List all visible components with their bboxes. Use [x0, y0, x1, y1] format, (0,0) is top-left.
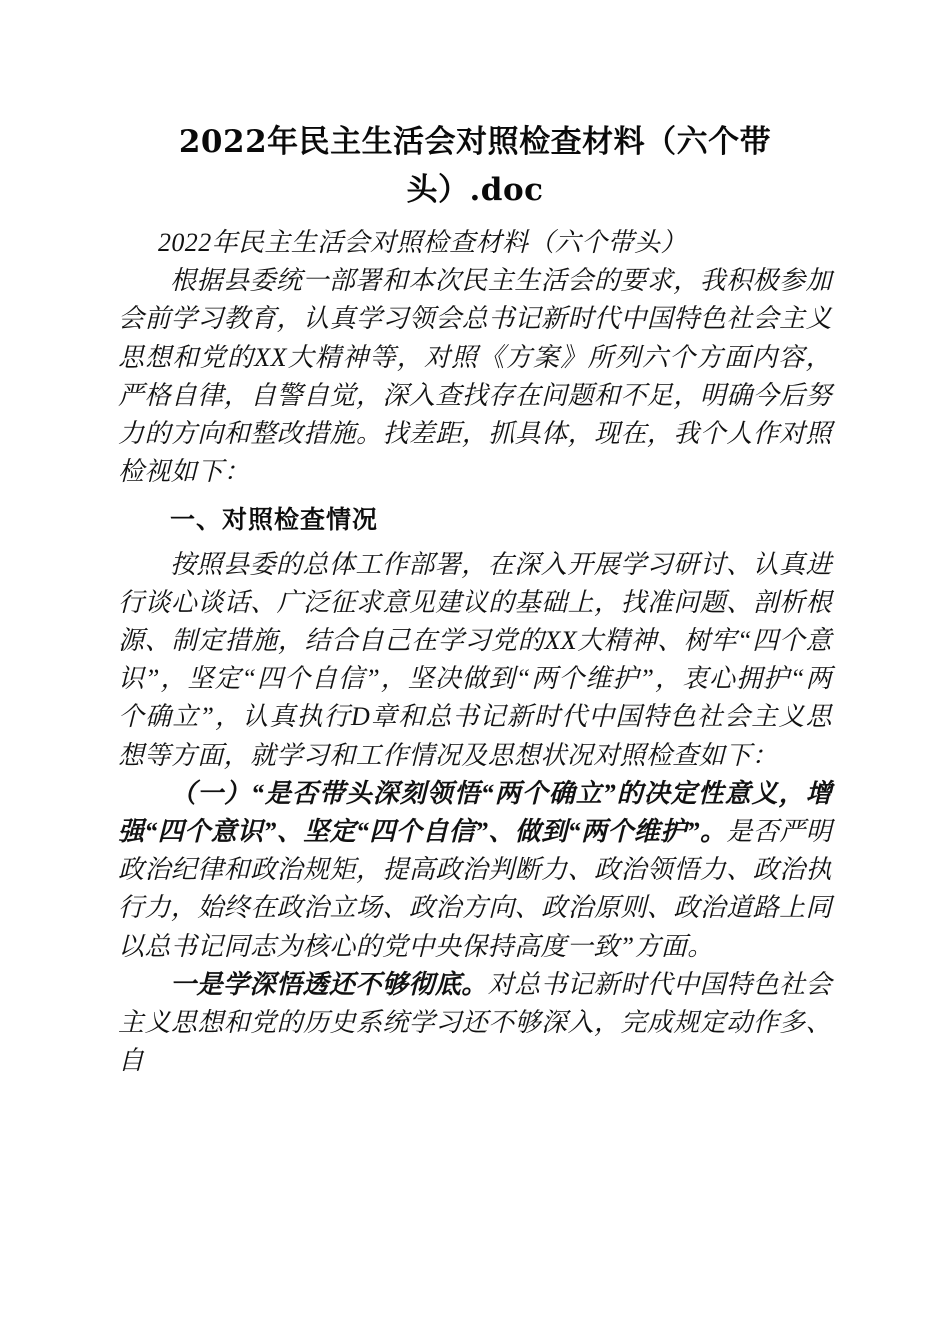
spacer — [118, 491, 832, 495]
paragraph-item-one — [118, 775, 832, 966]
document-subtitle: 2022年民主生活会对照检查材料（六个带头） — [158, 228, 687, 257]
paragraph-intro: 根据县委统一部署和本次民主生活会的要求，我积极参加会前学习教育，认真学习领会总书记新时代中国特色社会主义思想和党的XX大精神等，对照《方案》所列六个方面内容，严格自律，自警自觉，深入查找存在问题和不足，明确今后努力的方向和整改措施。找差距，抓具体，现在，我个人作对照检视如下： — [118, 266, 832, 487]
section-heading-one: 一、对照检查情况 — [170, 506, 379, 535]
paragraph-section-one-body: 按照县委的总体工作部署，在深入开展学习研讨、认真进行谈心谈话、广泛征求意见建议的基础上，找准问题、剖析根源、制定措施，结合自己在学习党的XX大精神、树牢“四个意识”，坚定“四个自信”，坚决做到“两个维护”，衷心拥护“两个确立”，认真执行D章和总书记新时代中国特色社会主义思想等方面，就学习和工作情况及思想状况对照检查如下： — [118, 549, 832, 770]
point-one-rest: 对总书记新时代中国特色社会主义思想和党的历史系统学习还不够深入，完成规定动作多、自 — [118, 969, 832, 1076]
page-title: 2022年民主生活会对照检查材料（六个带头）.doc — [178, 124, 772, 208]
item-one-bold-lead: （一）“是否带头深刻领悟“两个确立”的决定性意义，增强“四个意识”、坚定“四个自信”、做到“两个维护”。 — [118, 778, 832, 847]
item-one-rest: 是否严明政治纪律和政治规矩，提高政治判断力、政治领悟力、政治执行力，始终在政治立场、政治方向、政治原则、政治道路上同以总书记同志为核心的党中央保持高度一致”方面。 — [118, 817, 833, 961]
paragraph-point-one — [118, 966, 832, 1081]
point-one-bold-lead: 一是学深悟透还不够彻底。 — [170, 969, 488, 999]
